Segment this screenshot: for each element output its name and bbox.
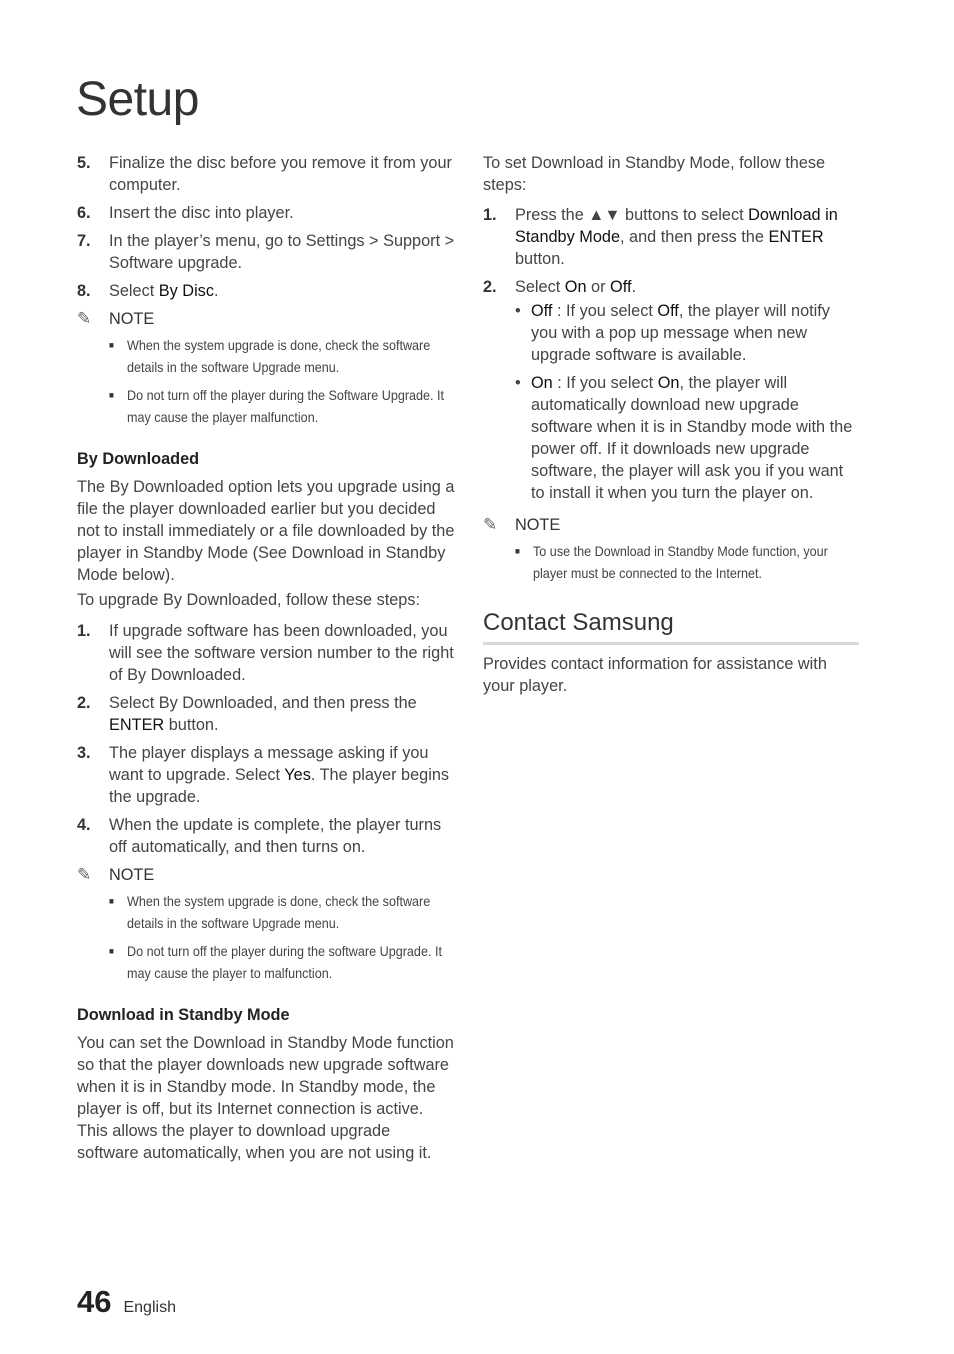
bullet-on: • On : If you select On, the player will automatically download new upgrade software when it is in Standby mode with the power off. If it downloads new upgrade software, the player will ask you if you want to install it when you turn the player on. [515,374,853,502]
square-bullet-icon: ■ [515,546,520,556]
step-1: 1. Press the ▲▼ buttons to select Download in Standby Mode, and then press the ENTER button. [483,206,838,268]
section-heading-contact-samsung: Contact Samsung [483,608,859,645]
step-2: 2. Select On or Off. [483,278,636,296]
note-item: ■ To use the Download in Standby Mode function, your player must be connected to the Internet. [515,540,857,584]
note-item: ■ When the system upgrade is done, check the software details in the software Upgrade menu. [109,334,451,378]
page-title: Setup [76,73,199,126]
step-3: 3. The player displays a message asking if you want to upgrade. Select Yes. The player begins the upgrade. [77,744,450,806]
right-column [483,152,859,697]
note-heading: ✎ NOTE [483,515,561,534]
paragraph: To upgrade By Downloaded, follow these steps: [77,591,421,609]
square-bullet-icon: ■ [109,340,114,350]
paragraph: Provides contact information for assistance with your player. [483,655,827,695]
note-heading: ✎ NOTE [77,865,155,884]
note-item: ■ Do not turn off the player during the software Upgrade. It may cause the player to malfunction. [109,940,451,984]
square-bullet-icon: ■ [109,946,114,956]
section-heading-by-downloaded: By Downloaded [77,450,200,468]
left-column [77,152,455,1164]
step-4: 4. When the update is complete, the player turns off automatically, and then turns on. [77,816,442,856]
pencil-icon: ✎ [483,515,498,534]
paragraph: To set Download in Standby Mode, follow these steps: [483,154,826,194]
note-item: ■ Do not turn off the player during the Software Upgrade. It may cause the player malfunction. [109,384,451,428]
step-8: 8. Select By Disc. [77,282,219,300]
page-number: 46 [77,1284,112,1319]
note-item: ■ When the system upgrade is done, check the software details in the software Upgrade menu. [109,890,451,934]
note-heading: ✎ NOTE [77,309,155,328]
square-bullet-icon: ■ [109,896,114,906]
step-5: 5. Finalize the disc before you remove it from your computer. [77,154,452,194]
paragraph: The By Downloaded option lets you upgrade using a file the player downloaded earlier but you decided not to install immediately or a file downloaded by the player in Standby Mode (See Download in Standby Mode below). [77,478,455,584]
bullet-off: • Off : If you select Off, the player will notify you with a pop up message when new upgrade software is available. [515,302,830,364]
square-bullet-icon: ■ [109,390,114,400]
pencil-icon: ✎ [77,865,92,884]
pencil-icon: ✎ [77,309,92,328]
step-2: 2. Select By Downloaded, and then press the ENTER button. [77,694,417,734]
paragraph: You can set the Download in Standby Mode function so that the player downloads new upgrade software when it is in Standby mode. In Standby mode, the player is off, but its Internet connection is active. This allows the player to download upgrade software automatically, when you are not using it. [77,1034,454,1162]
dot-bullet-icon: • [515,374,521,392]
section-heading-standby: Download in Standby Mode [77,1006,290,1024]
step-7: 7. In the player’s menu, go to Settings > Support > Software upgrade. [77,232,455,272]
step-6: 6. Insert the disc into player. [77,204,294,222]
dot-bullet-icon: • [515,302,521,320]
page-language: English [123,1299,176,1316]
page-footer [77,1284,176,1320]
step-1: 1. If upgrade software has been downloaded, you will see the software version number to the right of By Downloaded. [77,622,454,684]
